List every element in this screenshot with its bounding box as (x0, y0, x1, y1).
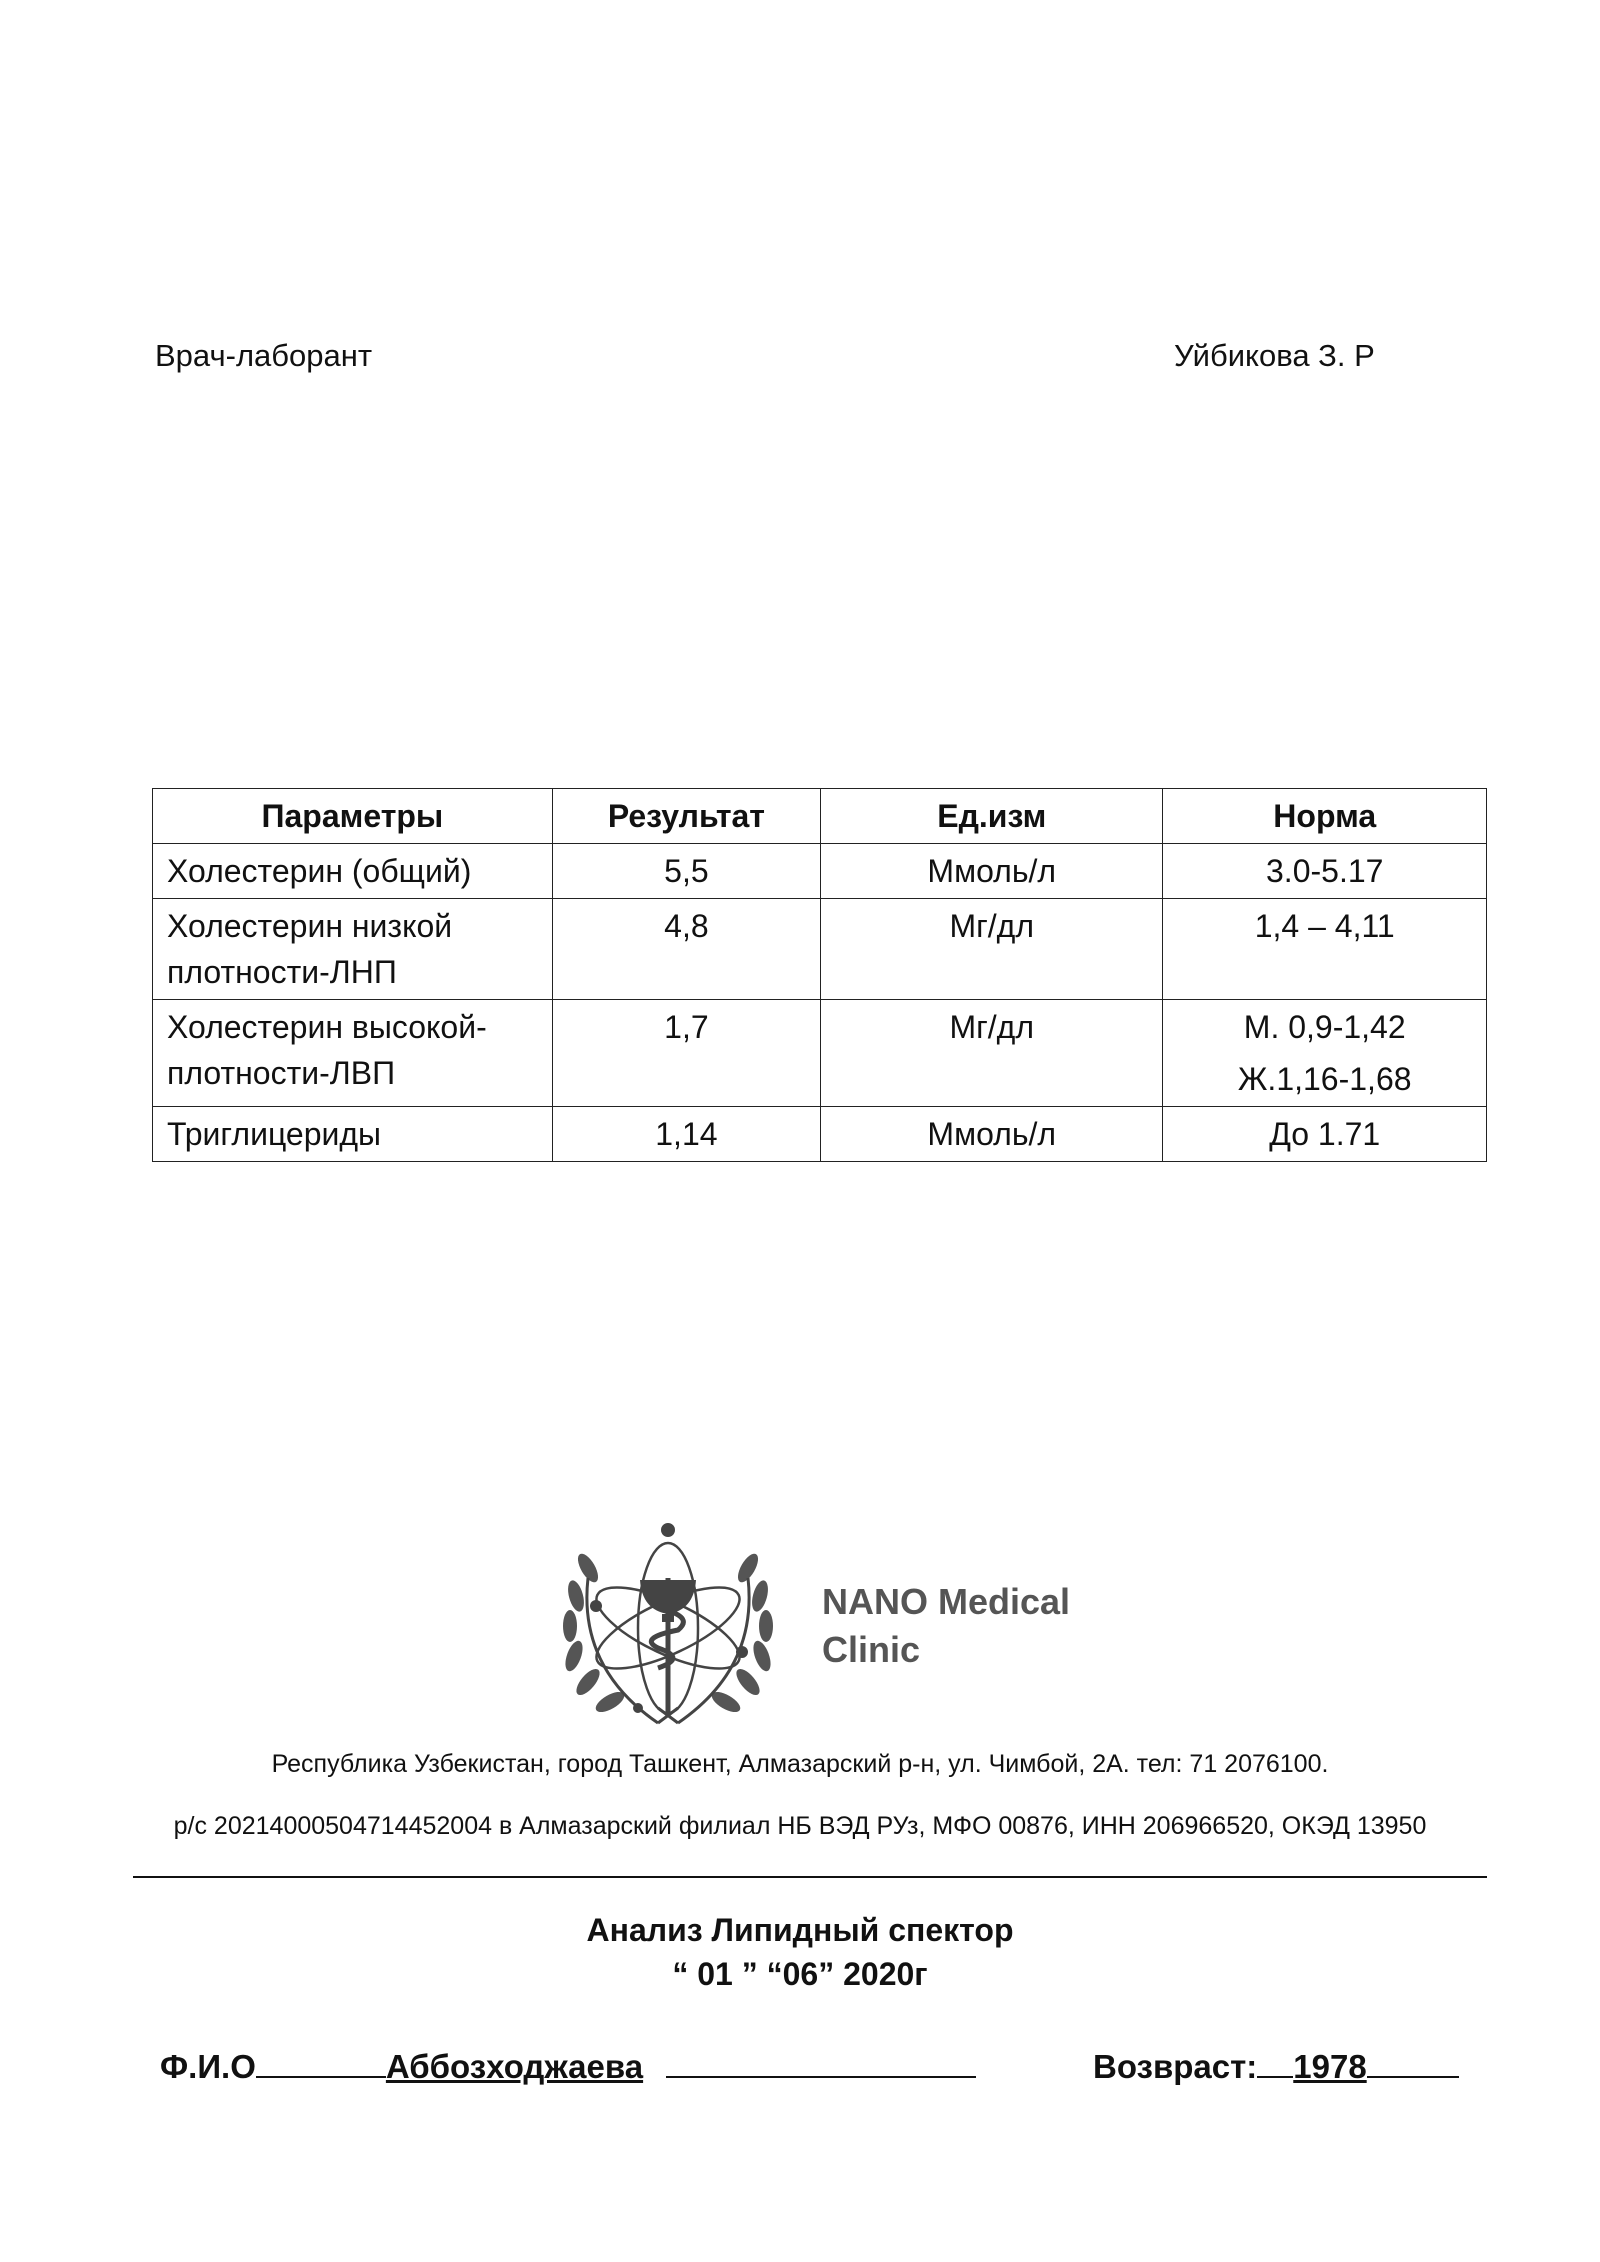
header-norm: Норма (1163, 789, 1487, 844)
param-cell (153, 1107, 553, 1162)
result-cell: 4,8 (552, 899, 820, 1000)
header-result: Результат (552, 789, 820, 844)
param-line: плотности-ЛНП (167, 954, 397, 990)
unit-cell: Ммоль/л (821, 844, 1163, 899)
norm-cell (1163, 844, 1487, 899)
result-cell: 1,14 (552, 1107, 820, 1162)
clinic-brand-name (822, 1578, 1070, 1674)
caduceus-laurel-atom-emblem-icon (548, 1518, 788, 1738)
fio-value: Аббозходжаева (385, 2048, 644, 2085)
fio-label: Ф.И.О (160, 2048, 256, 2085)
table-row (153, 899, 1487, 1000)
param-line: Триглицериды (167, 1116, 382, 1152)
norm-cell (1163, 1107, 1487, 1162)
age-blank-line (1257, 2050, 1293, 2078)
unit-cell: Мг/дл (821, 899, 1163, 1000)
param-cell (153, 899, 553, 1000)
norm-line: Ж.1,16-1,68 (1237, 1061, 1412, 1097)
param-line: Холестерин низкой (167, 908, 453, 944)
result-cell: 1,7 (552, 1000, 820, 1107)
fio-blank-line (256, 2050, 386, 2078)
norm-line: До 1.71 (1269, 1116, 1381, 1152)
param-cell (153, 844, 553, 899)
brand-line-2: Clinic (822, 1629, 921, 1670)
clinic-bank-details: р/с 20214000504714452004 в Алмазарский филиал НБ ВЭД РУз, МФО 00876, ИНН 206966520, ОКЭД 13950 (173, 1812, 1427, 1840)
table-header-row (153, 789, 1487, 844)
patient-age-field (1093, 2048, 1459, 2086)
table-row (153, 1000, 1487, 1107)
report-title: Анализ Липидный спектор (586, 1912, 1014, 1948)
norm-cell (1163, 899, 1487, 1000)
age-value: 1978 (1293, 2048, 1367, 2085)
param-line: Холестерин высокой- (167, 1009, 487, 1045)
norm-line: 3.0-5.17 (1266, 853, 1384, 889)
result-cell: 5,5 (552, 844, 820, 899)
lab-doctor-role: Врач-лаборант (155, 338, 373, 373)
patient-name-field (160, 2048, 976, 2086)
unit-cell: Мг/дл (821, 1000, 1163, 1107)
clinic-address: Республика Узбекистан, город Ташкент, Алмазарский р-н, ул. Чимбой, 2А. тел: 71 2076100. (271, 1750, 1329, 1778)
param-line: Холестерин (общий) (167, 853, 472, 889)
brand-line-1: NANO Medical (822, 1581, 1071, 1622)
lab-doctor-name: Уйбикова З. Р (1174, 338, 1375, 373)
unit-cell: Ммоль/л (821, 1107, 1163, 1162)
age-label: Возвраст: (1093, 2048, 1258, 2085)
header-divider (133, 1876, 1487, 1878)
header-unit: Ед.изм (821, 789, 1163, 844)
norm-line: 1,4 – 4,11 (1254, 908, 1395, 944)
param-line: плотности-ЛВП (167, 1055, 396, 1091)
header-parameters: Параметры (153, 789, 553, 844)
table-row (153, 844, 1487, 899)
table-row (153, 1107, 1487, 1162)
param-cell (153, 1000, 553, 1107)
norm-line: М. 0,9-1,42 (1243, 1009, 1406, 1045)
norm-cell (1163, 1000, 1487, 1107)
age-trailing-line (1367, 2050, 1459, 2078)
report-date: “ 01 ” “06” 2020г (672, 1956, 928, 1992)
results-table (152, 788, 1487, 1162)
fio-trailing-line (666, 2050, 976, 2078)
